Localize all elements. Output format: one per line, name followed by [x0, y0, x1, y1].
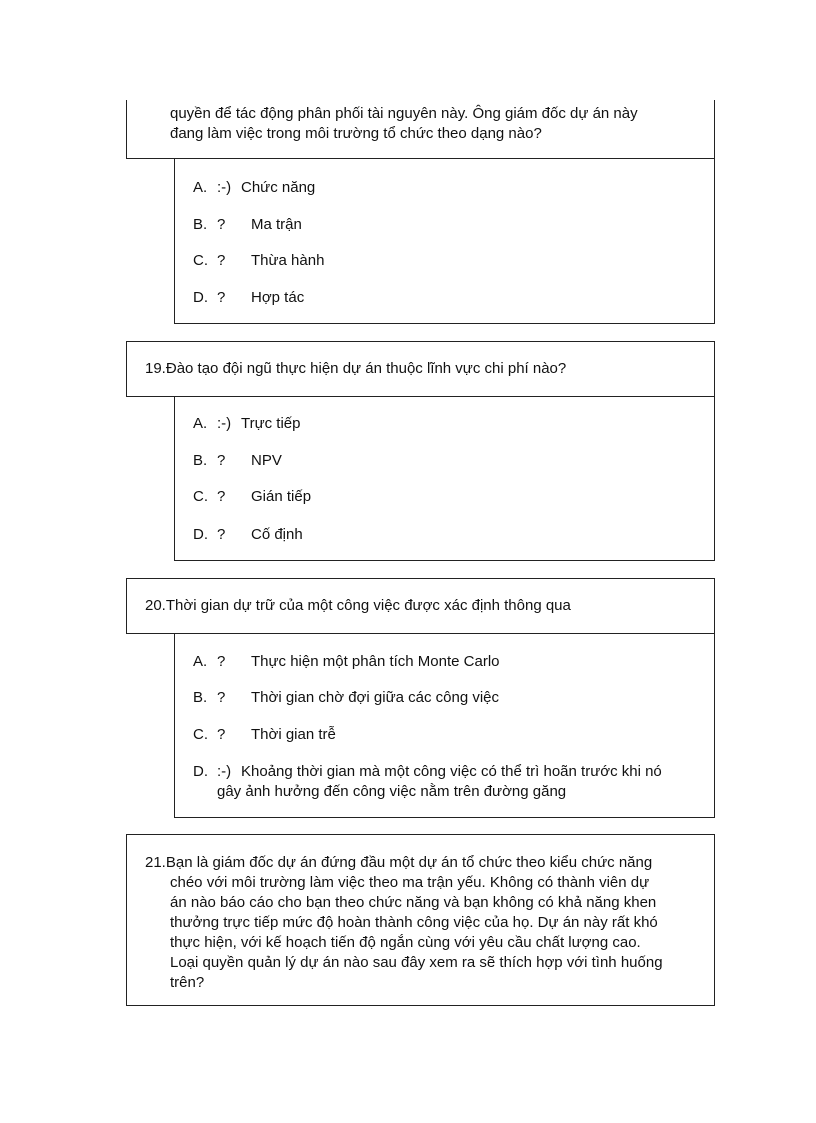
question-21-line-4: thưởng trực tiếp mức độ hoàn thành công việc của họ. Dự án này rất khó [170, 914, 658, 931]
question-21-box [126, 834, 715, 1006]
question-21-line-5: thực hiện, với kế hoạch tiến độ ngắn cùng với yêu cầu chất lượng cao. [170, 934, 641, 951]
unknown-mark: ? [217, 289, 226, 306]
answer-letter: D. [193, 526, 208, 543]
answer-letter: A. [193, 179, 208, 196]
answer-option[interactable] [193, 525, 303, 545]
question-20-box [126, 578, 715, 634]
answer-letter: B. [193, 689, 208, 706]
answer-letter: B. [193, 452, 208, 469]
question-18-answers [174, 158, 715, 324]
question-18-line-1: quyền để tác động phân phối tài nguyên này. Ông giám đốc dự án này [170, 105, 638, 122]
answer-text: Thừa hành [251, 252, 325, 269]
question-20-text [145, 596, 571, 615]
answer-letter: C. [193, 252, 208, 269]
answer-option[interactable] [193, 414, 301, 434]
answer-option[interactable] [193, 688, 499, 708]
answer-option[interactable] [193, 451, 282, 471]
unknown-mark: ? [217, 252, 226, 269]
answer-text: Gián tiếp [251, 488, 312, 505]
question-number: 19. [145, 360, 166, 377]
question-text: Đào tạo đội ngũ thực hiện dự án thuộc lĩnh vực chi phí nào? [165, 360, 567, 377]
question-21-line-6: Loại quyền quản lý dự án nào sau đây xem ra sẽ thích hợp với tình huống [170, 954, 663, 971]
answer-option[interactable] [193, 288, 304, 308]
unknown-mark: ? [217, 726, 226, 743]
question-number: 21. [145, 854, 166, 871]
correct-mark: :-) [217, 763, 232, 780]
answer-text-continued: gây ảnh hưởng đến công việc nằm trên đường găng [217, 783, 567, 800]
answer-text: NPV [251, 452, 282, 469]
unknown-mark: ? [217, 488, 226, 505]
answer-text: Hợp tác [251, 289, 305, 306]
question-21-line-3: án nào báo cáo cho bạn theo chức năng và bạn không có khả năng khen [170, 894, 657, 911]
answer-option[interactable] [193, 178, 315, 198]
question-18-box [126, 100, 715, 159]
answer-option[interactable] [193, 725, 336, 745]
unknown-mark: ? [217, 452, 226, 469]
question-19-answers [174, 396, 715, 561]
question-21-line-7: trên? [170, 974, 205, 991]
answer-letter: A. [193, 653, 208, 670]
answer-text: Trực tiếp [241, 415, 301, 432]
answer-text: Thời gian trễ [251, 726, 336, 743]
answer-option[interactable] [193, 762, 703, 802]
question-19-box [126, 341, 715, 397]
question-21-line-1 [145, 853, 652, 872]
answer-letter: D. [193, 763, 208, 780]
question-text: Thời gian dự trữ của một công việc được xác định thông qua [165, 597, 571, 614]
question-18-line-2: đang làm việc trong môi trường tổ chức theo dạng nào? [170, 125, 542, 142]
question-20-answers [174, 633, 715, 818]
answer-letter: C. [193, 488, 208, 505]
answer-text: Ma trận [251, 216, 302, 233]
answer-text: Thực hiện một phân tích Monte Carlo [251, 653, 500, 670]
answer-option[interactable] [193, 652, 500, 672]
answer-option[interactable] [193, 487, 311, 507]
question-text: Bạn là giám đốc dự án đứng đầu một dự án tổ chức theo kiểu chức năng [165, 854, 653, 871]
correct-mark: :-) [217, 179, 232, 196]
question-21-line-2: chéo với môi trường làm việc theo ma trận yếu. Không có thành viên dự [170, 874, 650, 891]
unknown-mark: ? [217, 526, 226, 543]
question-19-text [145, 359, 566, 378]
answer-letter: D. [193, 289, 208, 306]
unknown-mark: ? [217, 653, 226, 670]
answer-letter: C. [193, 726, 208, 743]
answer-letter: B. [193, 216, 208, 233]
answer-text: Thời gian chờ đợi giữa các công việc [251, 689, 499, 706]
unknown-mark: ? [217, 216, 226, 233]
question-number: 20. [145, 597, 166, 614]
unknown-mark: ? [217, 689, 226, 706]
answer-text: Cố định [251, 526, 303, 543]
correct-mark: :-) [217, 415, 232, 432]
answer-option[interactable] [193, 215, 302, 235]
answer-text: Khoảng thời gian mà một công việc có thể trì hoãn trước khi nó [241, 763, 662, 780]
answer-option[interactable] [193, 251, 324, 271]
answer-text: Chức năng [241, 179, 316, 196]
answer-letter: A. [193, 415, 208, 432]
